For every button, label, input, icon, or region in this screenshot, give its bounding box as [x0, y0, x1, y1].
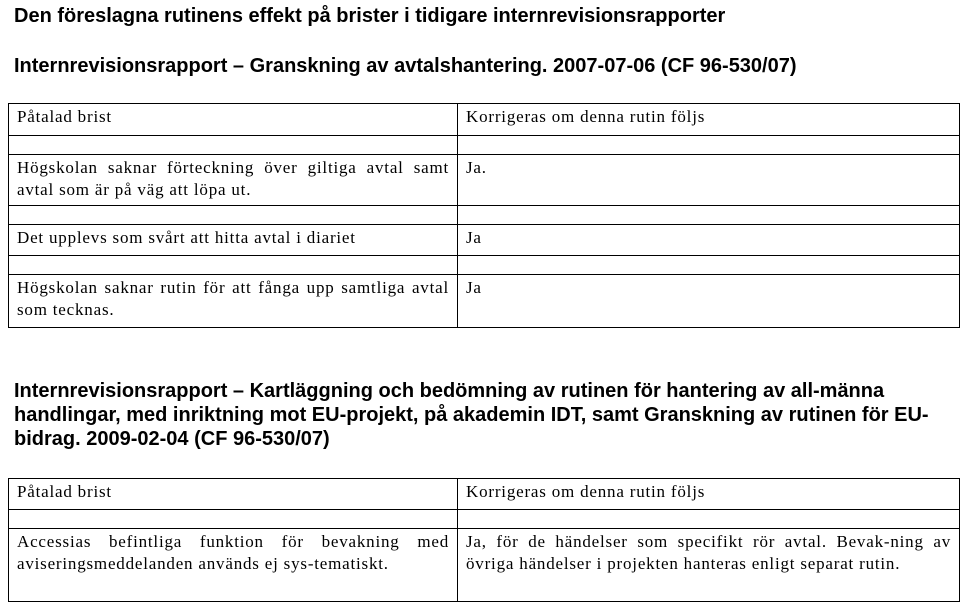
table-spacer-row — [9, 510, 960, 529]
row-korrigeras: Ja. — [458, 155, 960, 206]
report2-heading: Internrevisionsrapport – Kartläggning och bedömning av rutinen för hantering av all-männa handlingar, med inriktning mot EU-projekt, på akademin IDT, samt Granskning av rutinen för EU-bidrag. 2009-02-04 (CF 96-530/07) — [14, 380, 929, 450]
report1-heading: Internrevisionsrapport – Granskning av avtalshantering. 2007-07-06 (CF 96-530/07) — [14, 55, 797, 77]
table-spacer-row — [9, 256, 960, 275]
row-brist: Accessias befintliga funktion för bevakning med aviseringsmeddelanden används ej sys-tematiskt. — [9, 529, 458, 602]
table-header-row — [9, 479, 960, 510]
table-row — [9, 529, 960, 602]
row-brist: Högskolan saknar förteckning över giltiga avtal samt avtal som är på väg att löpa ut. — [9, 155, 458, 206]
report2-table — [8, 478, 960, 602]
report1-table — [8, 103, 960, 328]
row-korrigeras: Ja — [458, 225, 960, 256]
table-row — [9, 275, 960, 328]
table-row — [9, 225, 960, 256]
column-header-brist: Påtalad brist — [9, 479, 458, 510]
row-brist: Det upplevs som svårt att hitta avtal i diariet — [9, 225, 458, 256]
column-header-korrigeras: Korrigeras om denna rutin följs — [458, 104, 960, 136]
table-row — [9, 155, 960, 206]
column-header-brist: Påtalad brist — [9, 104, 458, 136]
table-spacer-row — [9, 206, 960, 225]
table-spacer-row — [9, 136, 960, 155]
row-brist: Högskolan saknar rutin för att fånga upp samtliga avtal som tecknas. — [9, 275, 458, 328]
row-korrigeras: Ja, för de händelser som specifikt rör avtal. Bevak-ning av övriga händelser i projekten hanteras enligt separat rutin. — [458, 529, 960, 602]
row-korrigeras: Ja — [458, 275, 960, 328]
table-header-row — [9, 104, 960, 136]
page-title: Den föreslagna rutinens effekt på brister i tidigare internrevisionsrapporter — [14, 5, 726, 27]
column-header-korrigeras: Korrigeras om denna rutin följs — [458, 479, 960, 510]
